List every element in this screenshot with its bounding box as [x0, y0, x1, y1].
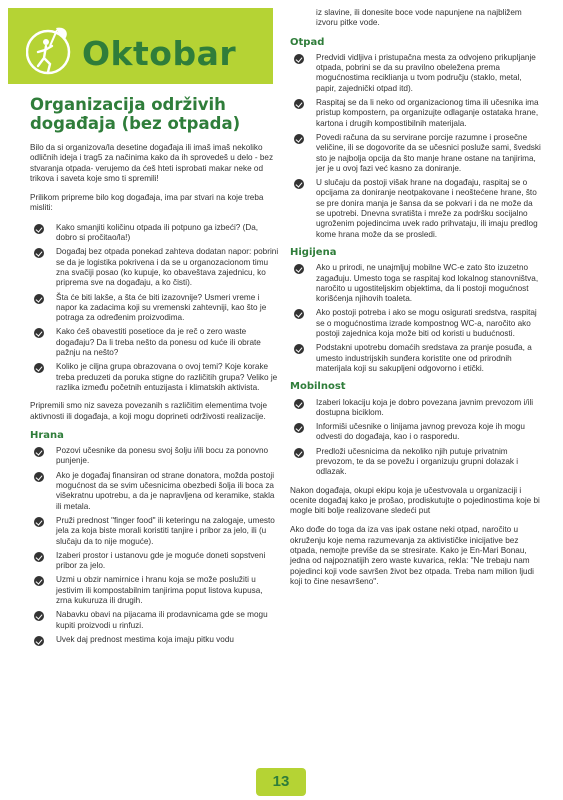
check-bullet-icon — [34, 472, 44, 482]
check-bullet-icon — [294, 179, 304, 189]
check-bullet-icon — [294, 99, 304, 109]
hrana-heading: Hrana — [30, 429, 64, 441]
otpad-heading: Otpad — [290, 36, 325, 48]
left-column — [30, 95, 280, 653]
check-bullet-icon — [34, 636, 44, 646]
check-bullet-icon — [294, 134, 304, 144]
check-bullet-icon — [294, 264, 304, 274]
check-bullet-icon — [34, 517, 44, 527]
list-item: Uzmi u obzir namirnice i hranu koja se može poslužiti u jestivim ili kompostabilnim tanjirima poput listova kupusa, zrna kukuruza ili drugih. — [30, 575, 280, 606]
check-bullet-icon — [34, 447, 44, 457]
list-item: U slučaju da postoji višak hrane na događaju, raspitaj se o opcijama za doniranje neotpakovane i neoštećene hrane, što se pre donira manja je šansa da se pokvari i da ne može da se upotrebi. Dnevna svratišta i mreže za podršku socijalno ugroženim pojedincima uvek rado prihvataju, ili imaju predlog kome hrana može da se prosledi. — [290, 178, 542, 240]
outro-paragraph: Pripremili smo niz saveza povezanih s različitim elementima tvoje aktivnosti ili događaja, a koji mogu doprineti održivosti realizacije. — [30, 401, 268, 421]
list-item: Koliko je ciljna grupa obrazovana o ovoj temi? Koje korake treba preduzeti da poruka stigne do različitih grupa? Veliko je razlika između početnih entuzijasta i klimatskih aktivista. — [30, 362, 280, 393]
section-title: Organizacija održivih događaja (bez otpada) — [30, 95, 241, 133]
list-item: Predloži učesnicima da nekoliko njih putuje privatnim prevozom, te da se povežu i organizuju grupni dolazak i odlazak. — [290, 447, 542, 478]
list-item: Pozovi učesnike da ponesu svoj šolju i/ili bocu za ponovno punjenje. — [30, 446, 280, 467]
check-bullet-icon — [34, 552, 44, 562]
otpad-list — [290, 53, 542, 240]
intro-paragraph: Prilikom pripreme bilo kog događaja, ima par stvari na koje treba misliti: — [30, 193, 264, 213]
check-bullet-icon — [34, 224, 44, 234]
mobilnost-heading: Mobilnost — [290, 381, 346, 393]
check-bullet-icon — [34, 248, 44, 258]
page-number: 13 — [256, 768, 306, 796]
list-item: Ako je događaj finansiran od strane donatora, možda postoji mogućnost da se svim učesnicima obezbedi šolja ili boca za višekratnu upotrebu, a da je napravljena od keramike, stakla ili metala. — [30, 471, 280, 512]
list-item: Šta će biti lakše, a šta će biti izazovnije? Usmeri vreme i napor ka zadacima koji su vremenski zahtevniji, kao što je potraga za određenim proizvodima. — [30, 293, 280, 324]
higijena-list — [290, 263, 542, 374]
intro-paragraph: Bilo da si organizova/la desetine događaja ili imaš imaš nekoliko odličnih ideja i trag5 za načinima kako da ih sprovedeš u delo - bez stvaranja otpada- verujemo da ćeš hteti isprobati makar neke od trikova i saveta koje smo ti spremili! — [30, 143, 274, 183]
list-item: Povedi računa da su servirane porcije razumne i prosečne veličine, ili se dogovorite da se učesnici posluže sami, švedski sto je najbolja opcija da što manje hrane ostane na tanjirima, jer je u ovoj fazi već kasno za doniranje. — [290, 133, 542, 174]
check-bullet-icon — [294, 399, 304, 409]
running-person-leaf-icon — [26, 22, 72, 80]
list-item: Raspitaj se da li neko od organizacionog tima ili učesnika ima pristup kompostern, pa organizujte odlaganje ostataka hrane, kartona i drugih kompostibilnih materijala. — [290, 98, 542, 129]
list-item: Informiši učesnike o linijama javnog prevoza koje ih mogu odvesti do događaja, kao i o rasporedu. — [290, 422, 542, 443]
hrana-list — [30, 446, 280, 645]
list-item: Ako u prirodi, ne unajmljuj mobilne WC-e zato što izuzetno zagađuju. Umesto toga se raspitaj kod lokalnog stanovništva, naročito u ugostiteljskim objektima, da li postoji mogućnost korišćenja njihovih toaleta. — [290, 263, 542, 304]
list-item: Kako smanjiti količinu otpada ili potpuno ga izbeći? (Da, dobro si pročitao/la!) — [30, 223, 280, 244]
list-item: Nabavku obavi na pijacama ili prodavnicama gde se mogu kupiti proizvodi u rinfuzi. — [30, 610, 280, 631]
list-item: Izaberi lokaciju koja je dobro povezana javnim prevozom i/ili dostupna biciklom. — [290, 398, 542, 419]
list-item: Predvidi vidljiva i pristupačna mesta za odvojeno prikupljanje otpada, pobrini se da su pravilno obeležena prema mogućnostima reciklianja u tvom području (staklo, metal, papir, zajednički otpad itd). — [290, 53, 542, 94]
right-column — [290, 8, 542, 596]
check-bullet-icon — [294, 423, 304, 433]
list-item: Podstakni upotrebu domaćih sredstava za pranje posuđa, a umesto industrijskih sunđera koristite one od prirodnih materijala koji su sakupljeni odgovorno i etički. — [290, 343, 542, 374]
check-bullet-icon — [294, 309, 304, 319]
page-title: Oktobar — [82, 34, 237, 73]
check-bullet-icon — [294, 448, 304, 458]
check-bullet-icon — [34, 363, 44, 373]
check-bullet-icon — [34, 611, 44, 621]
higijena-heading: Higijena — [290, 246, 337, 258]
check-bullet-icon — [34, 576, 44, 586]
check-bullet-icon — [34, 294, 44, 304]
intro-list — [30, 223, 280, 393]
list-item: Ako postoji potreba i ako se mogu osigurati sredstva, raspitaj se o mogućnostima izrade kompostnog WC-a, naročito ako postoji zajednica koja može biti od koristi u budućnosti. — [290, 308, 542, 339]
check-bullet-icon — [294, 344, 304, 354]
list-item: Pruži prednost "finger food" ili keteringu na zalogaje, umesto jela za koja biste morali koristiti tanjire i pribor za jelo, ili (u slučaju da to nije moguće). — [30, 516, 280, 547]
closing-paragraph: Nakon događaja, okupi ekipu koja je učestvovala u organizaciji i ocenite događaj kako je prošao, prodiskutujte o pojedinostima koje bi mogle biti bolje realizovane sledeći put — [290, 485, 540, 516]
list-item: Događaj bez otpada ponekad zahteva dodatan napor: pobrini se da je logistika pokrivena i da se u organozacionom timu zna svačiji posao (ko kupuje, ko obaveštava zajednicu, ko priprema sve na događaju, a ko čisti). — [30, 247, 280, 288]
list-item: Uvek daj prednost mestima koja imaju pitku vodu — [30, 635, 280, 645]
check-bullet-icon — [34, 328, 44, 338]
list-item: Izaberi prostor i ustanovu gde je moguće doneti sopstveni pribor za jelo. — [30, 551, 280, 572]
month-banner — [8, 8, 273, 84]
closing-paragraph: Ako dođe do toga da iza vas ipak ostane neki otpad, naročito u okruženju koje nema razumevanja za aktivističke inicijative bez otpada, nemojte previše da se stresirate. Kako je En-Mari Bonau, jedna od najpoznatijih zero waste kuvarica, rekla: "Ne trebaju nam pojedinci koji vode savršen život bez otpada. Treba nam milion ljudi koji to čine nesavršeno". — [290, 525, 534, 586]
continuation-text: iz slavine, ili donesite boce vode napunjene na najbližem izvoru pitke vode. — [316, 8, 522, 28]
mobilnost-list — [290, 398, 542, 478]
check-bullet-icon — [294, 54, 304, 64]
list-item: Kako ćeš obavestiti posetioce da je reč o zero waste događaju? Da li treba nešto da ponesu od kuće ili obrate pažnju na nešto? — [30, 327, 280, 358]
